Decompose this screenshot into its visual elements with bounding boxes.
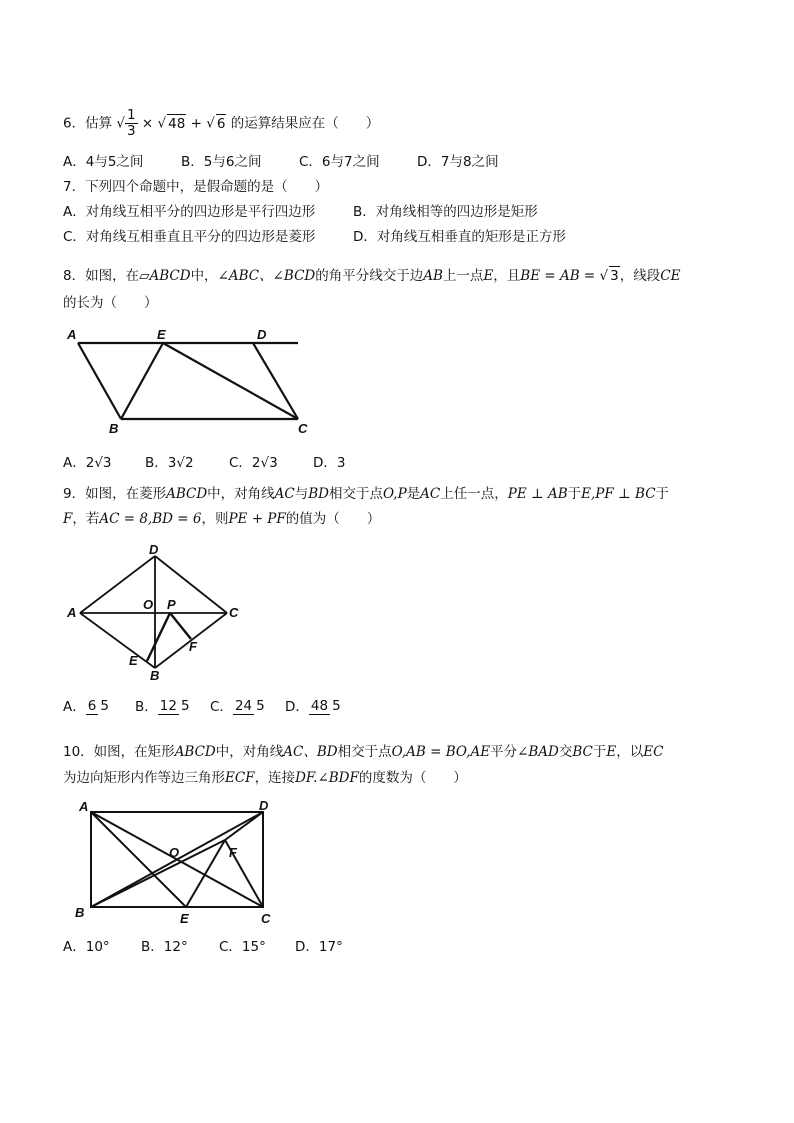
q6-stem: 6．估算 √ $\frac{1}{3}$ × √ 48 + √ 6 的运算结果应在（ ） <box>63 107 380 139</box>
q9-label-e: E <box>129 653 138 668</box>
q10-label-e: E <box>180 911 189 926</box>
q7-choices-row1 <box>63 203 538 221</box>
q10-label-c: C <box>261 911 271 926</box>
q10-label-b: B <box>75 905 85 920</box>
q9-label-p: P <box>167 597 176 612</box>
q8-stem-line1: 8．如图，在▱ABCD中，∠ABC、∠BCD的角平分线交于边AB上一点E，且BE = AB = √ 3，线段CE <box>63 268 681 284</box>
q8-label-c: C <box>298 421 308 436</box>
q8-choice-c[interactable]: C．2√3 <box>229 455 278 471</box>
q9-label-d: D <box>149 543 159 557</box>
q7-choice-d[interactable]: D．对角线互相垂直的矩形是正方形 <box>353 229 566 245</box>
q9-choice-d[interactable]: D． 48 5 <box>285 698 341 715</box>
q7-choice-a[interactable]: A．对角线互相平分的四边形是平行四边形 <box>63 204 316 220</box>
q10-stem-line1: 10．如图，在矩形ABCD中，对角线AC、BD相交于点O,AB = BO,AE平分∠BAD交BC于E，以EC <box>63 744 664 760</box>
times-sign: × <box>141 115 154 132</box>
q9-choice-c[interactable]: C． 24 5 <box>210 698 265 715</box>
q9-figure <box>63 543 243 681</box>
q8-choices <box>63 454 345 472</box>
q9-stem-line2: F，若AC = 8,BD = 6，则PE + PF的值为（ ） <box>63 511 381 527</box>
q8-side-ab <box>78 343 121 419</box>
q8-shape: ▱ABCD <box>139 268 191 284</box>
q6-suffix: 的运算结果应在（ ） <box>230 115 380 132</box>
q9-label-o: O <box>143 597 154 612</box>
q8-choice-a[interactable]: A．2√3 <box>63 455 112 471</box>
q10-label-d: D <box>259 798 269 813</box>
q9-choice-a[interactable]: A． 6 5 <box>63 698 109 715</box>
q6-prefix: 6．估算 <box>63 115 113 132</box>
q9-segment-pf <box>170 613 191 639</box>
q6-rad-48: 48 <box>168 115 186 132</box>
q10-stem-line2: 为边向矩形内作等边三角形ECF，连接DF.∠BDF的度数为（ ） <box>63 770 467 786</box>
q8-label-b: B <box>109 421 119 436</box>
q10-label-f: F <box>229 845 237 860</box>
q8-side-dc <box>253 343 298 419</box>
q8-choice-b[interactable]: B．3√2 <box>145 455 194 471</box>
q10-choice-d[interactable]: D．17° <box>295 939 343 955</box>
q8-choice-d[interactable]: D．3 <box>313 455 346 471</box>
q6-rad-6: 6 <box>216 115 226 132</box>
q9-label-a: A <box>67 605 77 620</box>
q8-label-e: E <box>157 327 166 342</box>
q10-choices <box>63 938 343 956</box>
q10-choice-c[interactable]: C．15° <box>219 939 266 955</box>
q8-stem-line2: 的长为（ ） <box>63 295 158 311</box>
q9-stem-line1: 9．如图，在菱形ABCD中，对角线AC与BD相交于点O,P是AC上任一点，PE ⊥ AB于E,PF ⊥ BC于 <box>63 486 670 502</box>
q6-choice-d[interactable]: D．7与8之间 <box>417 154 499 170</box>
q10-choice-b[interactable]: B．12° <box>141 939 188 955</box>
q9-label-b: B <box>150 668 160 681</box>
q9-label-f: F <box>189 639 197 654</box>
q9-side-dc <box>155 556 227 613</box>
q7-choice-b[interactable]: B．对角线相等的四边形是矩形 <box>353 204 538 220</box>
q8-label-a: A <box>67 327 77 342</box>
plus-sign: + <box>190 115 202 132</box>
q6-choice-c[interactable]: C．6与7之间 <box>299 154 380 170</box>
q10-choice-a[interactable]: A．10° <box>63 939 110 955</box>
q6-choices <box>63 153 499 171</box>
q9-choices <box>63 699 343 715</box>
q8-label-d: D <box>257 327 267 342</box>
q6-choice-a[interactable]: A．4与5之间 <box>63 154 144 170</box>
q7-choice-c[interactable]: C．对角线互相垂直且平分的四边形是菱形 <box>63 229 316 245</box>
q6-expression: √ $\frac{1}{3}$ <box>116 107 136 139</box>
q10-figure <box>63 797 283 929</box>
q9-choice-b[interactable]: B． 12 5 <box>135 698 190 715</box>
q8-segment-be <box>121 343 163 419</box>
q6-choice-b[interactable]: B．5与6之间 <box>181 154 262 170</box>
q9-label-c: C <box>229 605 239 620</box>
q10-label-o: O <box>169 845 180 860</box>
q7-choices-row2 <box>63 228 566 246</box>
q7-stem: 7．下列四个命题中，是假命题的是（ ） <box>63 179 329 195</box>
q8-segment-ce <box>163 343 298 419</box>
q10-label-a: A <box>79 799 89 814</box>
q9-segment-pe <box>147 613 170 661</box>
q8-figure <box>63 325 323 437</box>
q9-side-ab <box>80 613 155 668</box>
q10-segment-df <box>225 812 263 840</box>
